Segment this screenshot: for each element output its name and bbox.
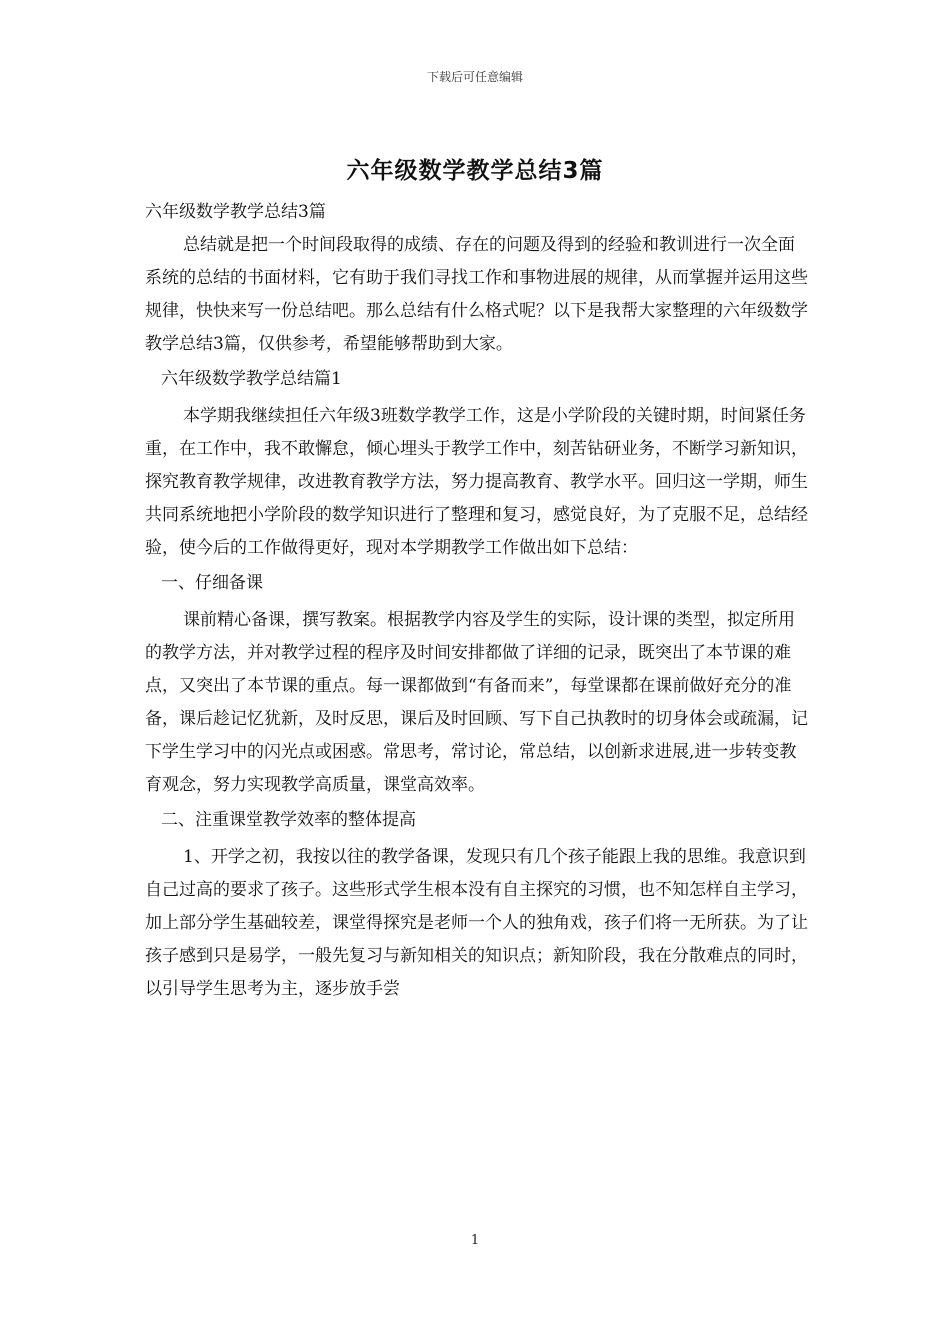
paragraph-intro: 总结就是把一个时间段取得的成绩、存在的问题及得到的经验和教训进行一次全面系统的总结的书面材料，它有助于我们寻找工作和事物进展的规律，从而掌握并运用这些规律，快快来写一份总结吧。那么总结有什么格式呢？以下是我帮大家整理的六年级数学教学总结3篇，仅供参考，希望能够帮助到大家。 [145,235,808,354]
section-heading-classroom-efficiency: 二、注重课堂教学效率的整体提高 [161,810,416,830]
paragraph-lesson-prep: 课前精心备课，撰写教案。根据教学内容及学生的实际，设计课的类型，拟定所用的教学方法，并对教学过程的程序及时间安排都做了详细的记录，既突出了本节课的难点，又突出了本节课的重点。每一课都做到“有备而来”，每堂课都在课前做好充分的准备，课后趁记忆犹新，及时反思，课后及时回顾、写下自己执教时的切身体会或疏漏，记下学生学习中的闪光点或困惑。常思考，常讨论，常总结，以创新求进展,进一步转变教育观念，努力实现教学高质量，课堂高效率。 [145,610,808,795]
section-heading-lesson-prep: 一、仔细备课 [161,573,263,593]
page-header-note: 下载后可任意编辑 [426,70,523,84]
document-title: 六年级数学教学总结3篇 [346,158,604,184]
paragraph-part1-overview: 本学期我继续担任六年级3班数学教学工作，这是小学阶段的关键时期，时间紧任务重，在工作中，我不敢懈怠，倾心埋头于教学工作中，刻苦钻研业务，不断学习新知识，探究教育教学规律，改进教育教学方法，努力提高教育、教学水平。回归这一学期，师生共同系统地把小学阶段的数学知识进行了整理和复习，感觉良好，为了克服不足，总结经验，使今后的工作做得更好，现对本学期教学工作做出如下总结： [145,406,808,558]
section-heading-part1: 六年级数学教学总结篇1 [161,369,342,389]
paragraph-classroom-efficiency: 1、开学之初，我按以往的教学备课，发现只有几个孩子能跟上我的思维。我意识到自己过高的要求了孩子。这些形式学生根本没有自主探究的习惯，也不知怎样自主学习，加上部分学生基础较差，课堂得探究是老师一个人的独角戏，孩子们将一无所获。为了让孩子感到只是易学，一般先复习与新知相关的知识点；新知阶段，我在分散难点的同时，以引导学生思考为主，逐步放手尝 [145,847,808,999]
paragraph-subtitle: 六年级数学教学总结3篇 [145,202,326,222]
page-number: 1 [470,1233,480,1248]
document-body [145,196,810,1008]
